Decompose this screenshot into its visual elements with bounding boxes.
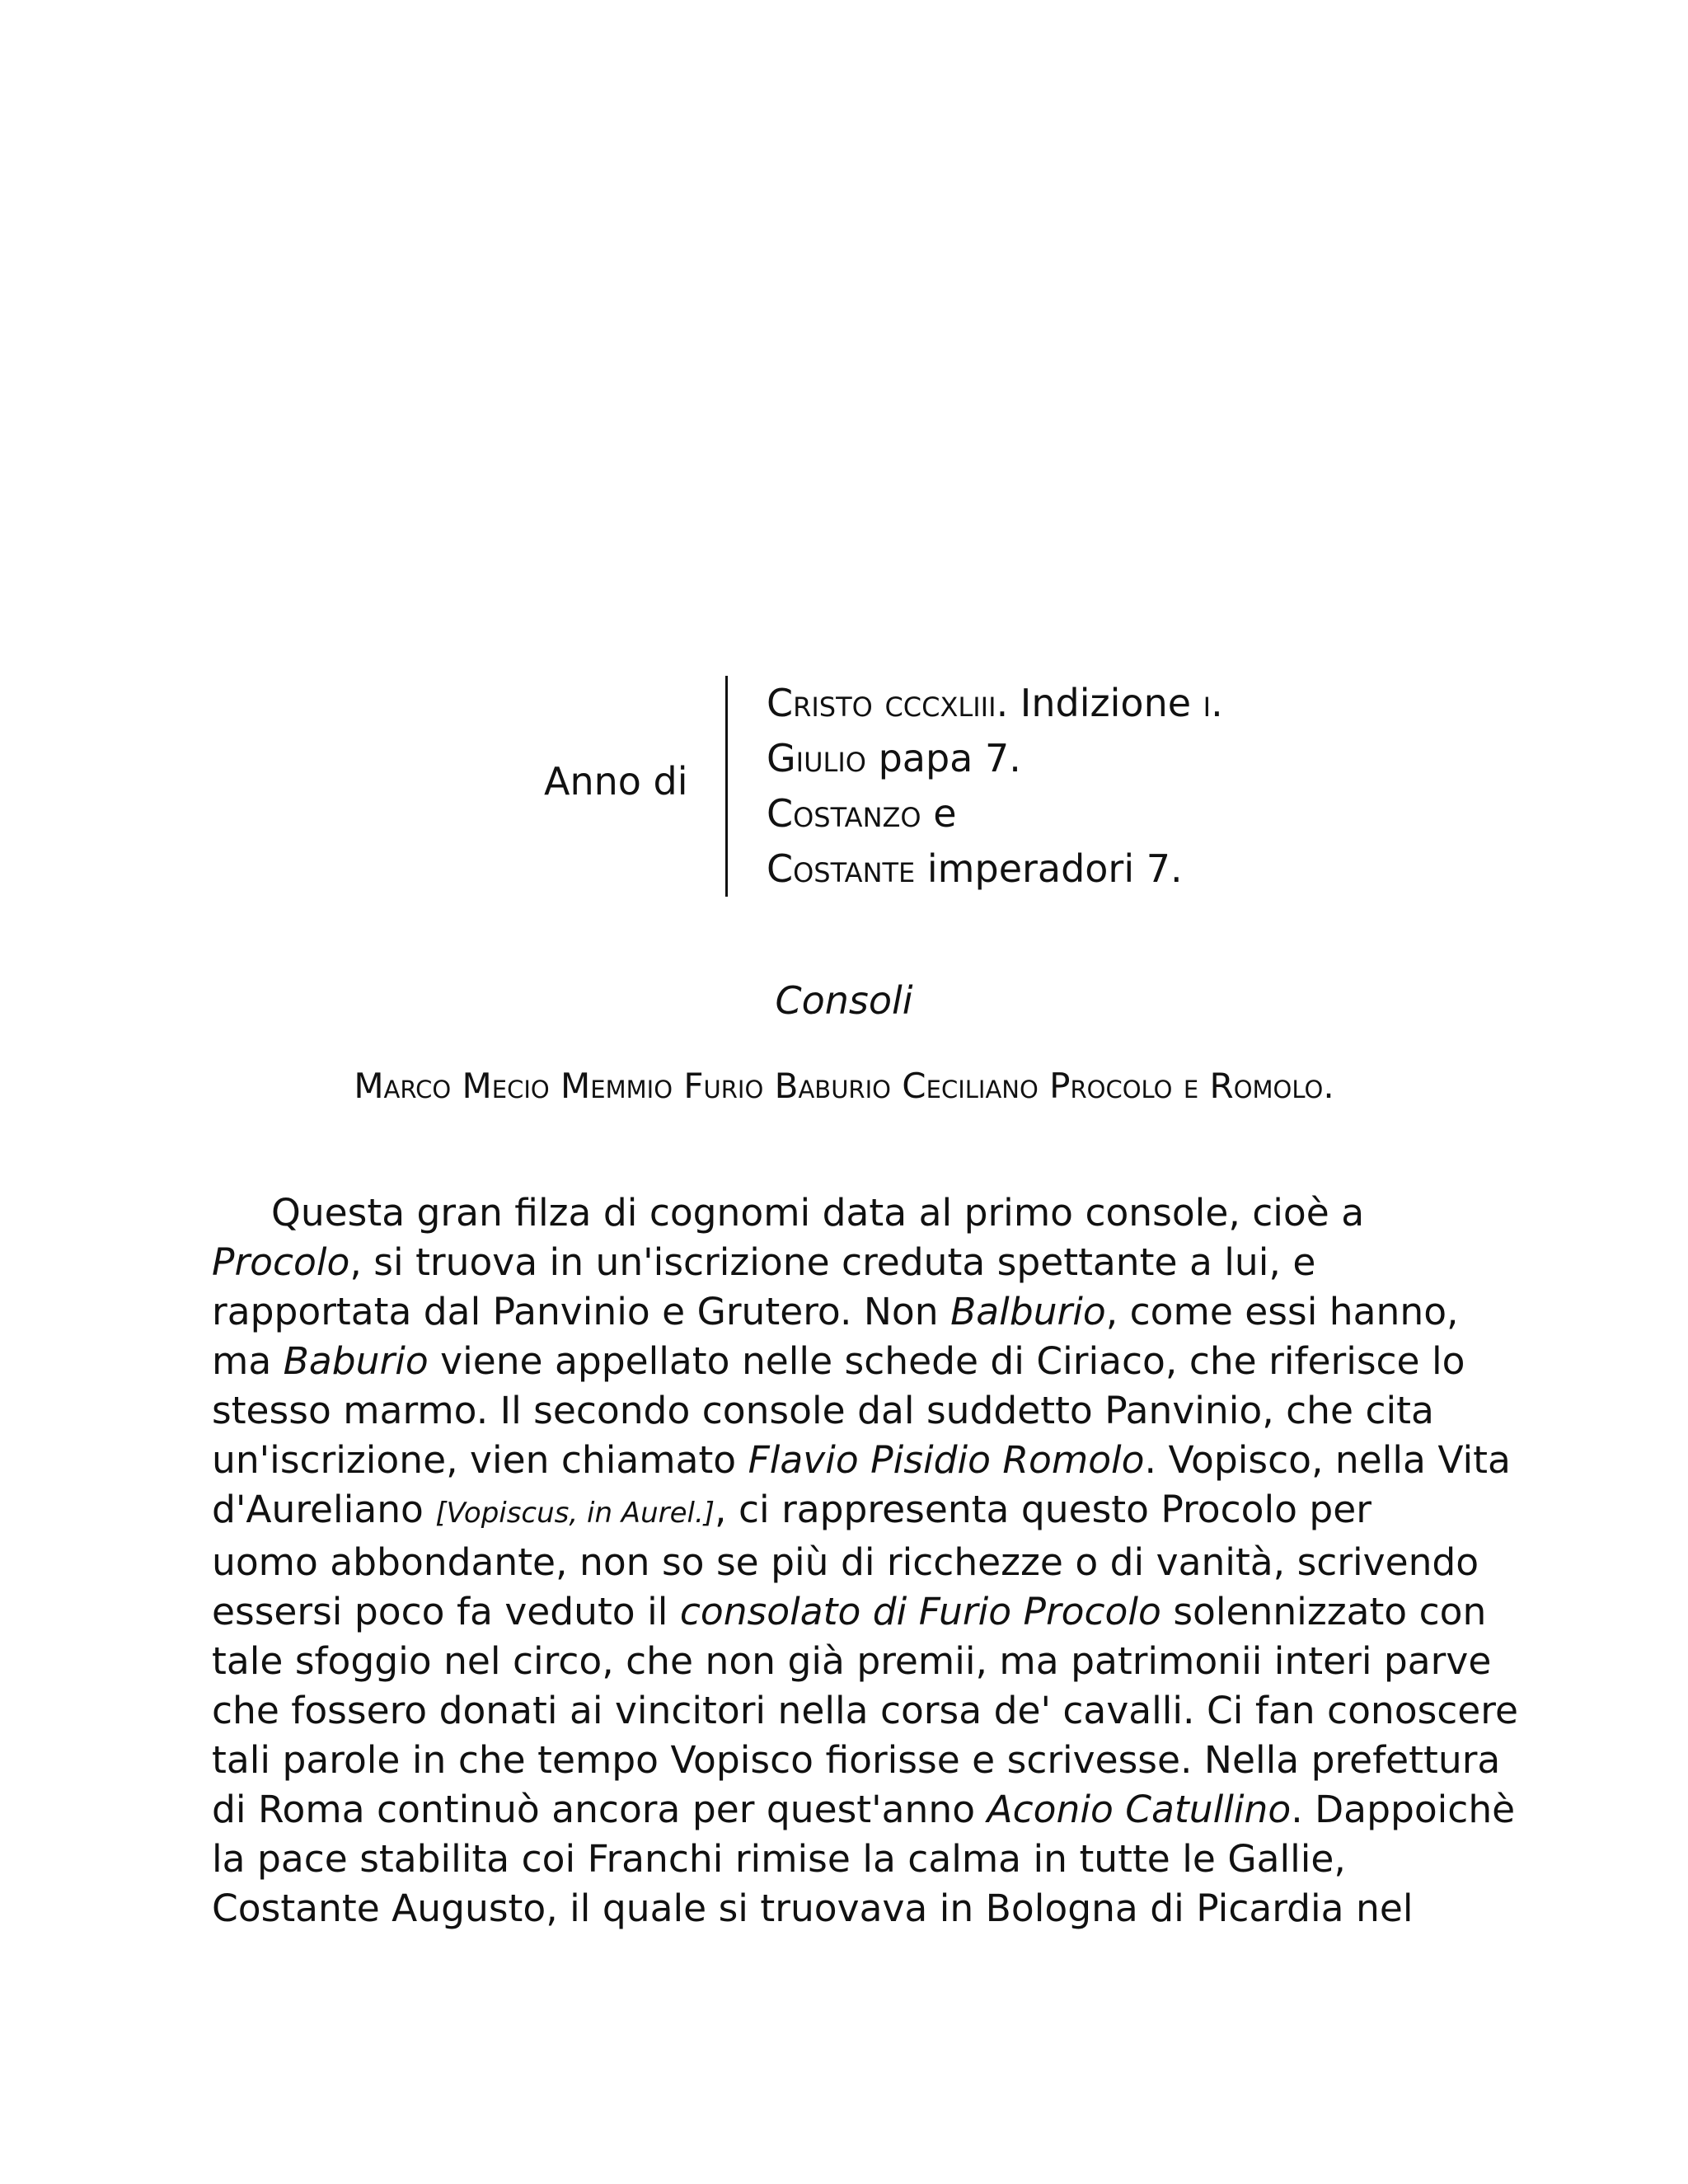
body-line-13-text-a: di Roma continuò ancora per quest'anno: [212, 1788, 987, 1831]
header-line-cristo: [767, 676, 1223, 731]
body-line-15: [212, 1884, 1481, 1933]
body-line-6-text-a: un'iscrizione, vien chiamato: [212, 1438, 748, 1482]
header-line-costante: [767, 841, 1223, 897]
body-line-5: [212, 1386, 1481, 1436]
body-line-12: [212, 1736, 1501, 1785]
body-line-3-text-a: rapportata dal Panvinio e Grutero. Non: [212, 1290, 951, 1333]
header-line-cristo-numeral: i: [1203, 681, 1212, 725]
body-line-9-italic: consolato di Furio Procolo: [679, 1590, 1161, 1633]
header-line-giulio-sc: Giulio: [767, 736, 866, 780]
body-line-7: [212, 1485, 1481, 1538]
body-line-3: [212, 1287, 1481, 1337]
body-line-9: [212, 1587, 1487, 1637]
body-line-6-italic: Flavio Pisidio Romolo: [748, 1438, 1145, 1482]
body-line-8: [212, 1538, 1481, 1587]
body-line-4-text-a: ma: [212, 1339, 284, 1383]
body-line-14: [212, 1835, 1481, 1884]
body-line-2-text: , si truova in un'iscrizione creduta spettante a lui, e: [349, 1240, 1316, 1284]
body-line-8-text: uomo abbondante, non so se più di ricchezze o di vanità, scrivendo: [212, 1540, 1479, 1584]
body-line-13: [212, 1785, 1516, 1835]
body-line-7-text-a: d'Aureliano: [212, 1488, 436, 1531]
body-line-9-text-b: solennizzato con: [1160, 1590, 1487, 1633]
body-line-11-text: che fossero donati ai vincitori nella corsa de' cavalli. Ci fan conoscere: [212, 1689, 1518, 1732]
body-line-4-italic: Baburio: [283, 1339, 429, 1383]
body-line-6-text-b: . Vopisco, nella Vita: [1144, 1438, 1511, 1482]
body-paragraph: [212, 1188, 1518, 1933]
body-line-6: [212, 1436, 1511, 1485]
consoli-names: Marco Mecio Memmio Furio Baburio Ceciliano Procolo e Romolo.: [354, 1066, 1334, 1106]
body-line-1: [212, 1188, 1481, 1238]
body-line-2: [212, 1238, 1481, 1287]
body-line-3-italic: Balburio: [950, 1290, 1106, 1333]
anno-label: Anno di: [544, 759, 688, 804]
citation-note: [Vopiscus, in Aurel.]: [435, 1497, 715, 1530]
header-line-cristo-sc: Cristo cccxliii: [767, 681, 996, 725]
body-line-13-text-b: . Dappoichè: [1291, 1788, 1516, 1831]
body-line-4: [212, 1337, 1481, 1386]
header-line-cristo-text: . Indizione: [996, 681, 1203, 725]
body-line-5-text: stesso marmo. Il secondo console dal suddetto Panvinio, che cita: [212, 1389, 1434, 1432]
body-line-4-text-b: viene appellato nelle schede di Ciriaco, che riferisce lo: [428, 1339, 1465, 1383]
body-line-7-text-b: , ci rappresenta questo Procolo per: [715, 1488, 1372, 1531]
header-line-costante-text: imperadori 7.: [915, 846, 1183, 891]
header-line-costanzo-text: e: [921, 791, 957, 836]
header-line-giulio: [767, 731, 1223, 786]
consoli-title: Consoli: [775, 978, 913, 1023]
header-line-costante-sc: Costante: [767, 846, 916, 891]
body-line-1-text: Questa gran filza di cognomi data al primo console, cioè a: [271, 1191, 1365, 1235]
header-line-giulio-text: papa 7.: [865, 736, 1021, 780]
header-line-costanzo: [767, 786, 1223, 841]
body-line-2-italic: Procolo: [212, 1240, 350, 1284]
body-line-13-italic: Aconio Catullino: [987, 1788, 1292, 1831]
body-line-12-text: tali parole in che tempo Vopisco fiorisse e scrivesse. Nella prefettura: [212, 1738, 1501, 1782]
body-line-10-text: tale sfoggio nel circo, che non già premii, ma patrimonii interi parve: [212, 1639, 1492, 1683]
header-divider: [725, 676, 728, 897]
header-lines: [767, 676, 1223, 897]
body-line-15-text: Costante Augusto, il quale si truovava in Bologna di Picardia nel: [212, 1886, 1414, 1930]
body-line-14-text: la pace stabilita coi Franchi rimise la calma in tutte le Gallie,: [212, 1837, 1346, 1881]
body-line-9-text-a: essersi poco fa veduto il: [212, 1590, 680, 1633]
body-line-10: [212, 1637, 1492, 1686]
body-line-3-text-b: , come essi hanno,: [1105, 1290, 1459, 1333]
body-line-11: [212, 1686, 1518, 1736]
header-line-costanzo-sc: Costanzo: [767, 791, 921, 836]
header-line-cristo-end: .: [1211, 681, 1223, 725]
